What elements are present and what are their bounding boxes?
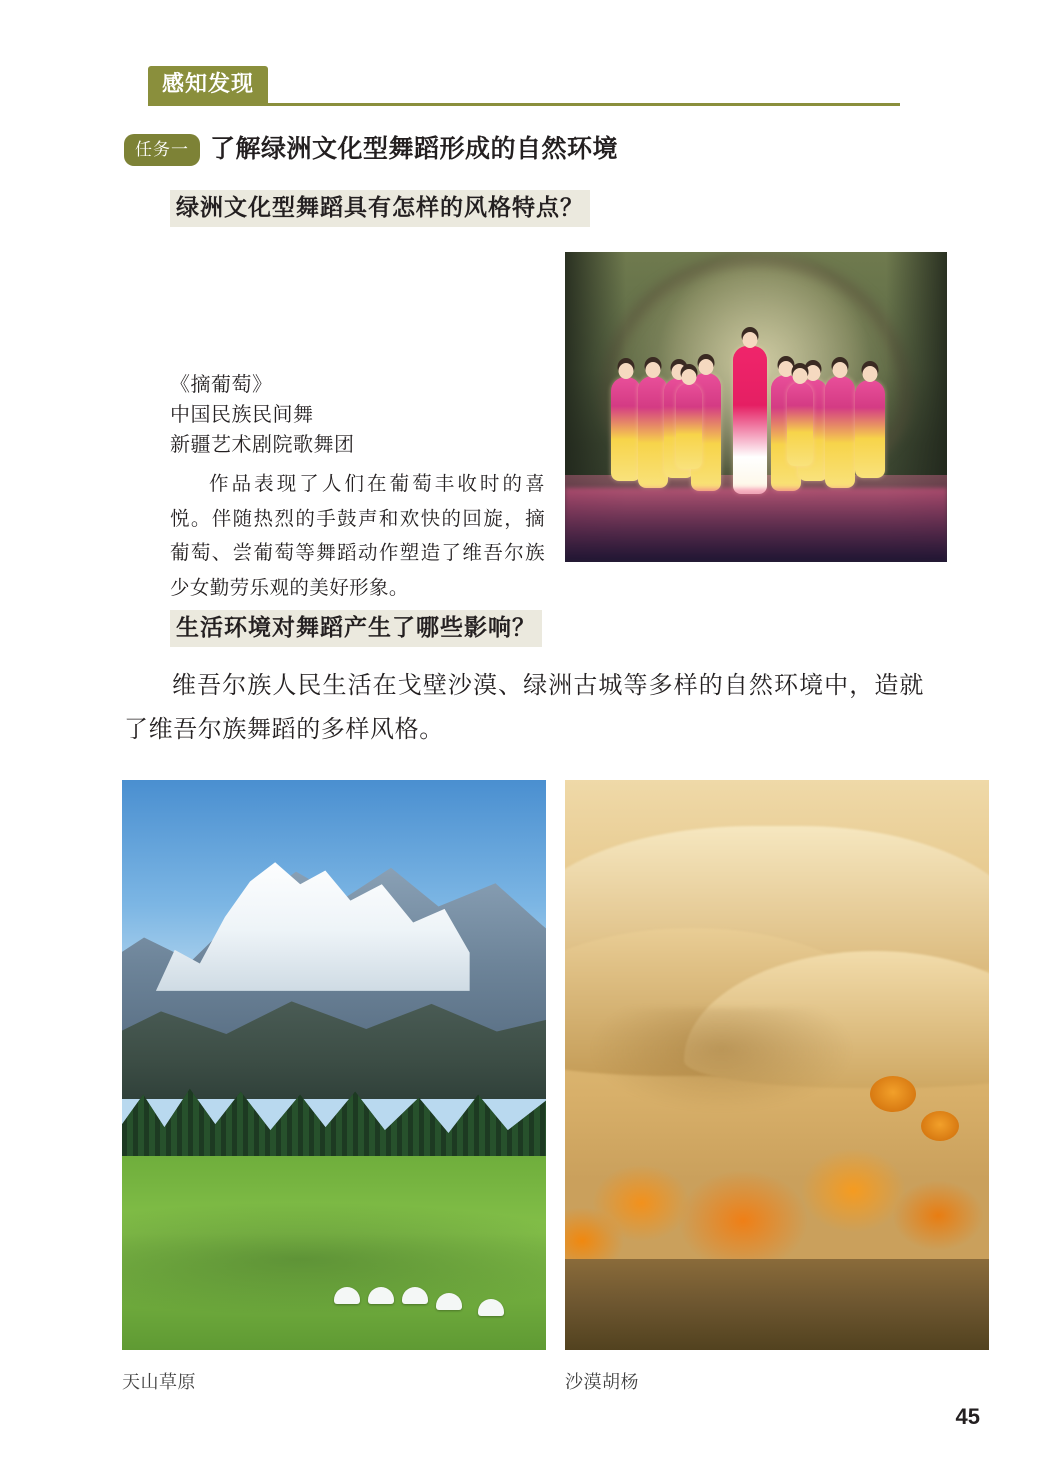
section-tab-label: 感知发现 xyxy=(148,66,268,103)
task-title: 了解绿洲文化型舞蹈形成的自然环境 xyxy=(210,135,619,164)
dancer-figure xyxy=(825,376,855,488)
dancer-lead-figure xyxy=(733,346,767,494)
page-number: 45 xyxy=(955,1404,980,1429)
task-row xyxy=(124,134,618,166)
photo-tianshan-grassland xyxy=(122,780,546,1350)
caption-desert-poplar: 沙漠胡杨 xyxy=(565,1372,639,1392)
yurt-shape xyxy=(334,1287,360,1304)
yurt-shape xyxy=(368,1287,394,1304)
photo-desert-poplar xyxy=(565,780,989,1350)
water-reflection-layer xyxy=(565,1259,989,1350)
dancer-figure xyxy=(638,376,668,488)
stage-reflection xyxy=(565,488,947,562)
dance-caption-troupe: 新疆艺术剧院歌舞团 xyxy=(170,434,355,456)
dance-caption-body: 作品表现了人们在葡萄丰收时的喜悦。伴随热烈的手鼓声和欢快的回旋，摘葡萄、尝葡萄等舞蹈动作塑造了维吾尔族少女勤劳乐观的美好形象。 xyxy=(170,474,545,600)
yurt-shape xyxy=(402,1287,428,1304)
question-environment-influence: 生活环境对舞蹈产生了哪些影响？ xyxy=(170,610,542,647)
dance-caption-block xyxy=(170,370,545,607)
dancer-figure xyxy=(676,383,702,469)
caption-tianshan-grassland: 天山草原 xyxy=(122,1372,196,1392)
section-header xyxy=(148,68,900,106)
body-paragraph: 维吾尔族人民生活在戈壁沙漠、绿洲古城等多样的自然环境中，造就了维吾尔族舞蹈的多样风格。 xyxy=(124,673,924,744)
dancer-figure xyxy=(611,377,641,481)
dance-caption-genre: 中国民族民间舞 xyxy=(170,404,314,426)
photo-dance-performance xyxy=(565,252,947,562)
dance-caption-title: 《摘葡萄》 xyxy=(170,374,273,396)
dancer-figure xyxy=(787,382,813,466)
yurt-shape xyxy=(436,1293,462,1310)
dancer-figure xyxy=(855,380,885,478)
task-badge: 任务一 xyxy=(124,134,200,166)
section-header-rule xyxy=(148,103,900,106)
question-style-features: 绿洲文化型舞蹈具有怎样的风格特点？ xyxy=(170,190,590,227)
